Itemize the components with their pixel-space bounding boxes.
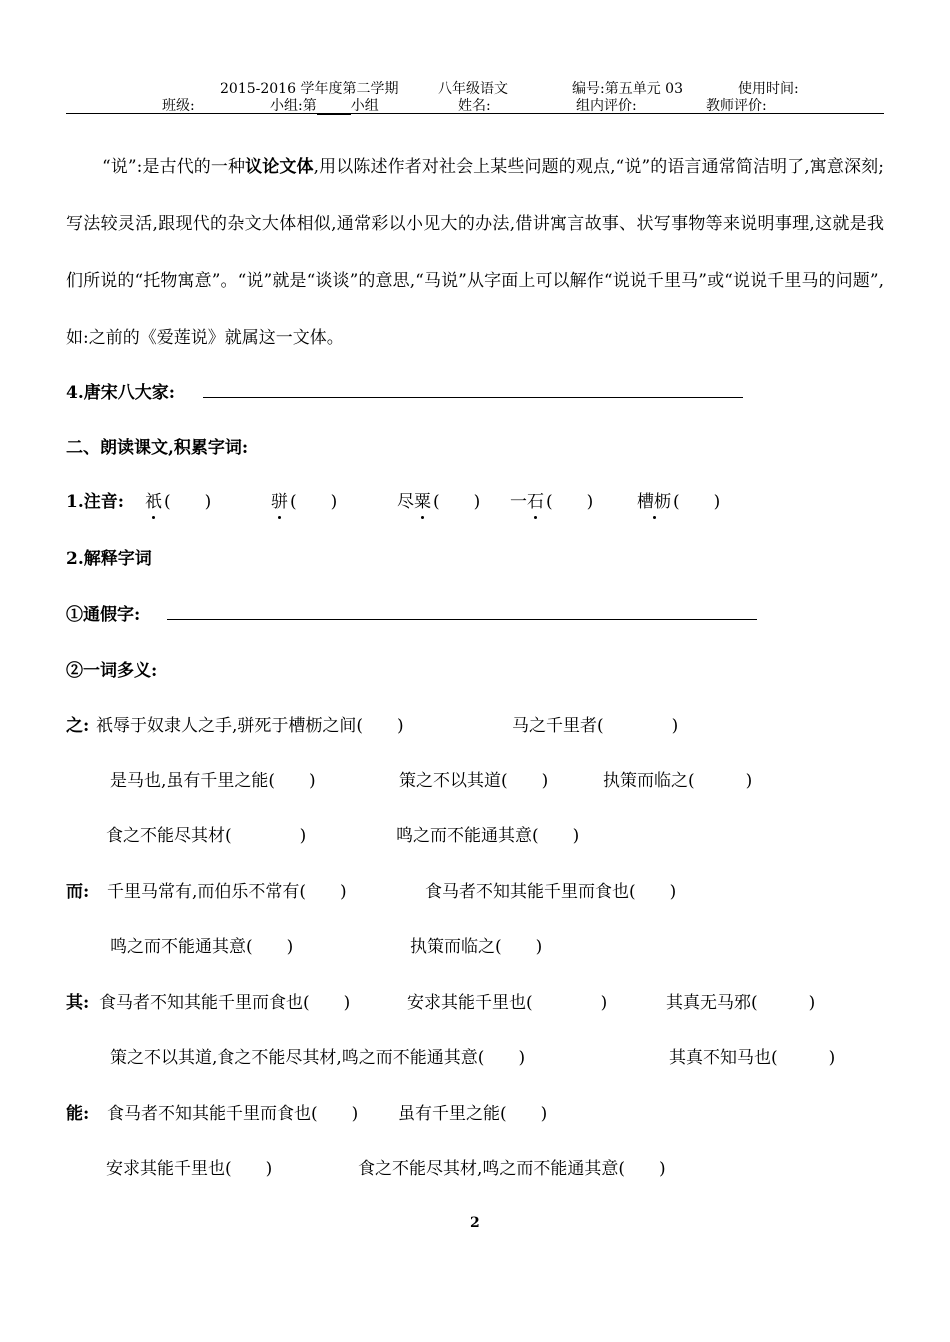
intro-paragraph: [66, 139, 884, 367]
pinyin-blank-2[interactable]: ( ): [290, 492, 338, 512]
pinyin-char-3: 粟: [414, 487, 431, 512]
er-char: 而:: [66, 882, 90, 902]
header-group-prefix: 小组:第: [270, 98, 317, 114]
intro-text-b: ,用以陈述作者对社会上某些问题的观点,“说”的语言通常简洁明了,寓意深刻;写法较灵活,跟现代的杂文大体相似,通常彩以小见大的办法,借讲寓言故事、状写事物等来说明事理,这就是我们所说的“托物寓意”。“说”就是“谈谈”的意思,“马说”从字面上可以解作“说说千里马”或“说说千里马的问题”,如:之前的《爱莲说》就属这一文体。: [66, 157, 885, 348]
qi-char: 其:: [66, 993, 90, 1013]
header-number: 编号:第五单元 03: [572, 81, 683, 97]
tongjia-label: ①通假字:: [66, 605, 141, 625]
pinyin-char-1: 祇: [145, 487, 162, 512]
er-r1-2[interactable]: 食马者不知其能千里而食也( ): [425, 882, 677, 902]
header-group-suffix: 小组: [350, 98, 379, 114]
intro-text-bold: 议论文体: [245, 157, 314, 177]
zhi-r2-3[interactable]: 执策而临之( ): [603, 771, 753, 791]
neng-char: 能:: [66, 1104, 90, 1124]
zhi-r3-2[interactable]: 鸣之而不能通其意( ): [396, 826, 580, 846]
neng-r1-2[interactable]: 虽有千里之能( ): [398, 1104, 548, 1124]
zhi-r2-1[interactable]: 是马也,虽有千里之能( ): [110, 771, 316, 791]
header-group: [270, 95, 379, 115]
header-rule: [66, 113, 884, 114]
pinyin-item-2: [271, 487, 337, 512]
zhi-r1-1[interactable]: 祇辱于奴隶人之手,骈死于槽枥之间( ): [96, 716, 404, 736]
pinyin-blank-5[interactable]: ( ): [673, 492, 721, 512]
header-name: 姓名:: [458, 98, 491, 114]
explain-label: 2.解释字词: [66, 549, 152, 569]
header-use-time: 使用时间:: [738, 81, 799, 97]
pinyin-char-4: 石: [527, 487, 544, 512]
pinyin-blank-3[interactable]: ( ): [433, 492, 481, 512]
qi-r1-3[interactable]: 其真无马邪( ): [666, 993, 816, 1013]
zhi-char: 之:: [66, 716, 90, 736]
qi-r1-1[interactable]: 食马者不知其能千里而食也( ): [99, 993, 351, 1013]
pinyin-item-5: [637, 487, 720, 512]
pinyin-item-1: [145, 487, 211, 512]
pinyin-char-2: 骈: [271, 487, 288, 512]
zhi-r3-1[interactable]: 食之不能尽其材( ): [106, 826, 307, 846]
duoyi-label: ②一词多义:: [66, 661, 158, 681]
pinyin-pre-4: 一: [510, 492, 527, 512]
qi-r1-2[interactable]: 安求其能千里也( ): [407, 993, 608, 1013]
er-r2-2[interactable]: 执策而临之( ): [410, 937, 543, 957]
pinyin-item-4: [510, 487, 593, 512]
intro-text-a: “说”:是古代的一种: [102, 157, 246, 177]
header-teacher-eval: 教师评价:: [706, 98, 767, 114]
pinyin-pre-3: 尽: [397, 492, 414, 512]
header-term: 2015-2016 学年度第二学期: [220, 81, 399, 97]
tongjia-answer-line[interactable]: [167, 600, 757, 620]
neng-r2-2[interactable]: 食之不能尽其材,鸣之而不能通其意( ): [358, 1159, 666, 1179]
header-subject: 八年级语文: [438, 81, 508, 97]
pinyin-char-5: 槽枥: [637, 487, 671, 512]
er-r2-1[interactable]: 鸣之而不能通其意( ): [110, 937, 294, 957]
er-r1-1[interactable]: 千里马常有,而伯乐不常有( ): [107, 882, 347, 902]
pinyin-blank-4[interactable]: ( ): [546, 492, 594, 512]
q4-answer-line[interactable]: [203, 378, 743, 398]
qi-r2-1[interactable]: 策之不以其道,食之不能尽其材,鸣之而不能通其意( ): [110, 1048, 526, 1068]
neng-r1-1[interactable]: 食马者不知其能千里而食也( ): [107, 1104, 359, 1124]
section2-title: 二、朗读课文,积累字词:: [66, 438, 249, 458]
pinyin-item-3: [397, 487, 480, 512]
q4-label: 4.唐宋八大家:: [66, 383, 176, 403]
qi-r2-2[interactable]: 其真不知马也( ): [669, 1048, 836, 1068]
header-class: 班级:: [162, 98, 195, 114]
pinyin-blank-1[interactable]: ( ): [164, 492, 212, 512]
header-group-eval: 组内评价:: [576, 98, 637, 114]
zhi-r2-2[interactable]: 策之不以其道( ): [399, 771, 549, 791]
page-number: 2: [470, 1215, 480, 1231]
pinyin-label: 1.注音:: [66, 492, 125, 512]
neng-r2-1[interactable]: 安求其能千里也( ): [106, 1159, 273, 1179]
zhi-r1-2[interactable]: 马之千里者( ): [512, 716, 679, 736]
